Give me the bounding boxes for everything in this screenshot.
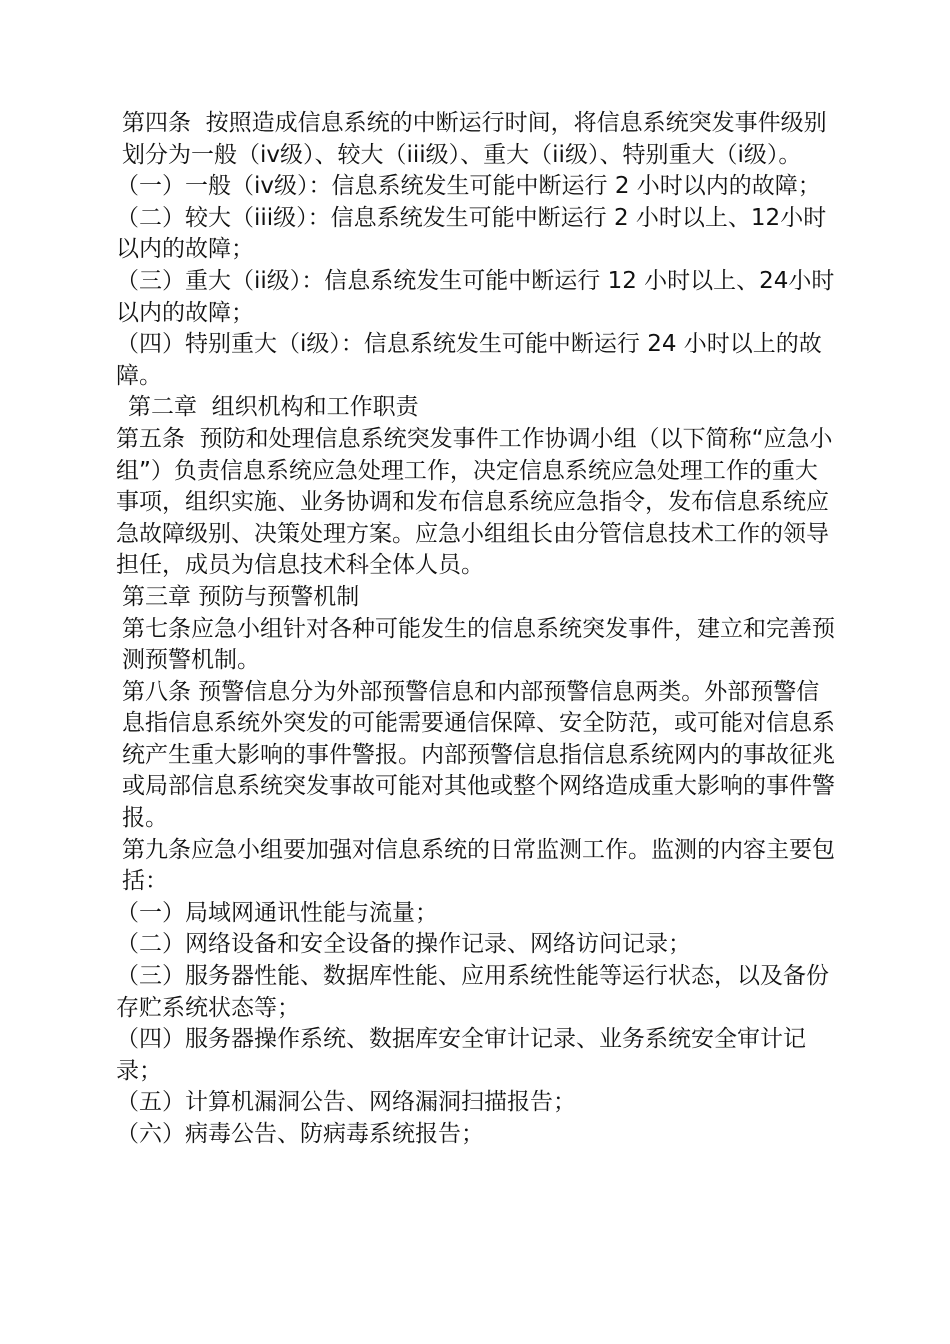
article-5-paragraph: 第五条 预防和处理信息系统突发事件工作协调小组（以下简称“应急小组”）负责信息系统应急处理工作，决定信息系统应急处理工作的重大事项，组织实施、业务协调和发布信息系统应急指令，发布信息系统应急故障级别、决策处理方案。应急小组组长由分管信息技术工作的领导担任，成员为信息技术科全体人员。	[116, 425, 833, 579]
article-8-paragraph: 第八条 预警信息分为外部预警信息和内部预警信息两类。外部预警信息指信息系统外突发的可能需要通信保障、安全防范，或可能对信息系统产生重大影响的事件警报。内部预警信息指信息系统网内的事故征兆或局部信息系统突发事故可能对其他或整个网络造成重大影响的事件警报。	[122, 678, 835, 832]
monitor-item-4: （四）服务器操作系统、数据库安全审计记录、业务系统安全审计记录；	[116, 1026, 806, 1084]
chapter-2-heading: 第二章 组织机构和工作职责	[128, 394, 419, 421]
monitor-item-1: （一）局域网通讯性能与流量；	[116, 899, 438, 926]
monitor-item-5: （五）计算机漏洞公告、网络漏洞扫描报告；	[116, 1089, 576, 1116]
level-iii-item: （二）较大（iii级）：信息系统发生可能中断运行 2 小时以上、12小时以内的故障；	[116, 204, 827, 263]
article-9-paragraph: 第九条应急小组要加强对信息系统的日常监测工作。监测的内容主要包括：	[122, 836, 835, 895]
article-4-paragraph: 第四条 按照造成信息系统的中断运行时间，将信息系统突发事件级别划分为一般（iv级）、较大（iii级）、重大（ii级）、特别重大（i级）。	[122, 110, 827, 168]
article-7-paragraph: 第七条应急小组针对各种可能发生的信息系统突发事件，建立和完善预测预警机制。	[122, 615, 835, 674]
monitor-item-3: （三）服务器性能、数据库性能、应用系统性能等运行状态，以及备份存贮系统状态等；	[116, 963, 829, 1021]
level-iv-item: （一）一般（iv级）：信息系统发生可能中断运行 2 小时以内的故障；	[116, 173, 821, 200]
chapter-3-heading: 第三章 预防与预警机制	[122, 583, 360, 610]
level-ii-item: （三）重大（ii级）：信息系统发生可能中断运行 12 小时以上、24小时以内的故障；	[116, 267, 835, 326]
document-body	[116, 108, 836, 1151]
monitor-item-2: （二）网络设备和安全设备的操作记录、网络访问记录；	[116, 931, 691, 958]
level-i-item: （四）特别重大（i级）：信息系统发生可能中断运行 24 小时以上的故障。	[116, 331, 822, 389]
monitor-item-6: （六）病毒公告、防病毒系统报告；	[116, 1121, 484, 1147]
